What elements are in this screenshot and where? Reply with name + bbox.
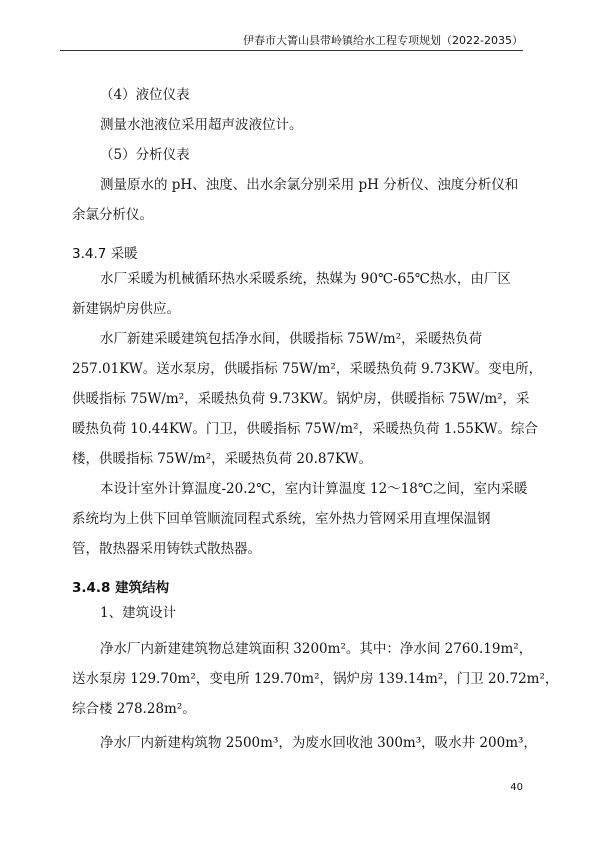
text-line: 管，散热器采用铸铁式散热器。 [72, 541, 261, 557]
heating-paragraph-3 [72, 474, 526, 564]
text-line: 送水泵房 129.70m²，变电所 129.70m²，锅炉房 139.14m²，门卫 20.72m²， [72, 671, 559, 687]
text-line: 暖热负荷 10.44KW。门卫，供暖指标 75W/m²，采暖热负荷 1.55KW。综合 [72, 421, 538, 437]
text-line: 本设计室外计算温度-20.2℃，室内计算温度 12～18℃之间，室内采暖 [100, 481, 528, 497]
text-line: 测量原水的 pH、浊度、出水余氯分别采用 pH 分析仪、浊度分析仪和 [100, 177, 519, 193]
subheading-analyzer: （5）分析仪表 [100, 147, 190, 163]
text-line: 水厂采暖为机械循环热水采暖系统，热媒为 90℃-65℃热水，由厂区 [100, 271, 511, 287]
text-line: 测量水池液位采用超声波液位计。 [100, 117, 303, 133]
text-line: 净水厂内新建建筑物总建筑面积 3200m²。其中：净水间 2760.19m²， [100, 641, 533, 657]
structure-subheading-block [72, 598, 526, 628]
page-header [60, 30, 523, 51]
text-line: 综合楼 278.28m²。 [72, 701, 196, 717]
instrument-section [72, 80, 526, 230]
text-line: 257.01KW。送水泵房，供暖指标 75W/m²，采暖热负荷 9.73KW。变电所， [72, 361, 543, 377]
text-line: 新建锅炉房供应。 [72, 301, 180, 317]
section-heading-structure: 3.4.8 建筑结构 [72, 580, 170, 596]
header-title: 伊春市大箐山县带岭镇给水工程专项规划（2022-2035） [243, 34, 523, 47]
page-number: 40 [510, 782, 523, 793]
heating-paragraph-1 [72, 264, 526, 324]
subheading-architecture: 1、建筑设计 [100, 605, 177, 621]
subheading-level-gauge: （4）液位仪表 [100, 87, 190, 103]
structure-paragraph-1 [72, 634, 559, 724]
structure-paragraph-2 [72, 728, 537, 758]
text-line: 楼，供暖指标 75W/m²，采暖热负荷 20.87KW。 [72, 451, 373, 467]
text-line: 供暖指标 75W/m²，采暖热负荷 9.73KW。锅炉房，供暖指标 75W/m²，采 [72, 391, 530, 407]
text-line: 净水厂内新建构筑物 2500m³，为废水回收池 300m³，吸水井 200m³， [100, 735, 537, 751]
section-heading-heating: 3.4.7 采暖 [72, 246, 138, 262]
text-line: 水厂新建采暖建筑包括净水间，供暖指标 75W/m²，采暖热负荷 [100, 331, 483, 347]
text-line: 余氯分析仪。 [72, 207, 153, 223]
heating-paragraph-2 [72, 324, 543, 474]
text-line: 系统均为上供下回单管顺流同程式系统，室外热力管网采用直埋保温钢 [72, 511, 491, 527]
